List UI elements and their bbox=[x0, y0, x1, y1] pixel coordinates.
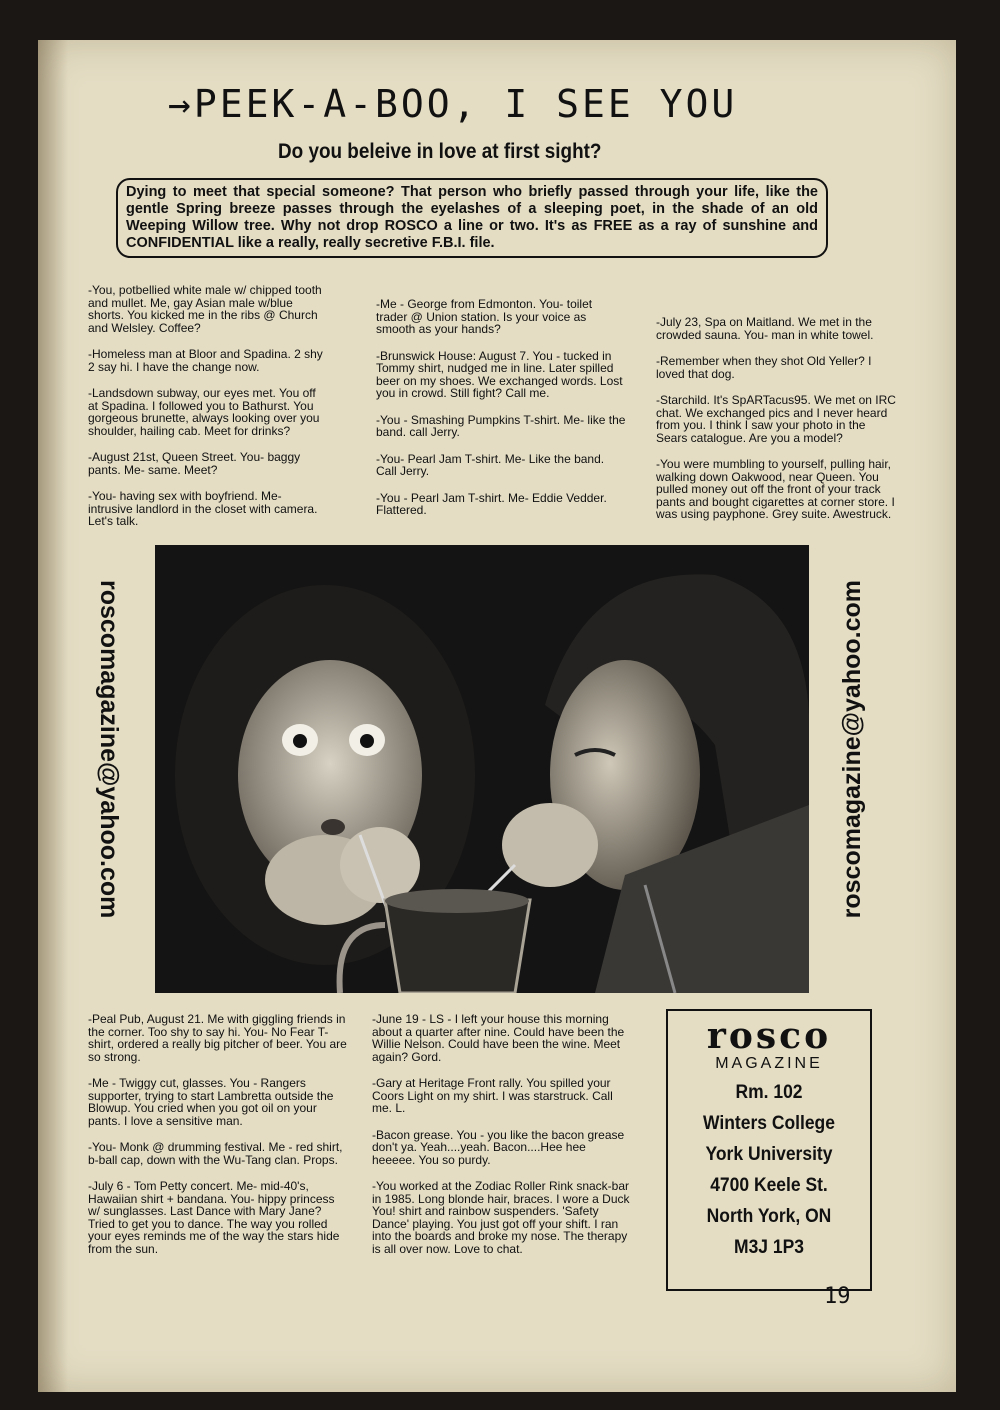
classified-ad: -June 19 - LS - I left your house this morning about a quarter after nine. Could have been the Willie Nelson. Could have been the wine. Meet again? Gord. bbox=[372, 1012, 625, 1064]
page-headline: →PEEK-A-BOO, I SEE YOU bbox=[168, 82, 738, 126]
address-line: Rm. 102 bbox=[735, 1082, 803, 1103]
classified-ad: -Me - George from Edmonton. You- toilet trader @ Union station. Is your voice as smooth as your hands? bbox=[376, 297, 593, 336]
classified-ad: -Starchild. It's SpARTacus95. We met on IRC chat. We exchanged pics and I never heard from you. I think I saw your photo in the Sears catalogue. Are you a model? bbox=[656, 393, 896, 445]
intro-box: Dying to meet that special someone? That person who briefly passed through your life, like the gentle Spring breeze passes through the eyelashes of a sleeping poet, in the shade of an old Weeping Willow tree. Why not drop ROSCO a line or two. It's as FREE as a ray of sunshine and CONFIDENTIAL like a really, really secretive F.B.I. file. bbox=[116, 178, 828, 258]
classified-ad: -You- having sex with boyfriend. Me- intrusive landlord in the closet with camera. Let's talk. bbox=[88, 489, 318, 528]
classified-ad: -July 23, Spa on Maitland. We met in the crowded sauna. You- man in white towel. bbox=[656, 315, 874, 342]
classified-ad: -You, potbellied white male w/ chipped tooth and mullet. Me, gay Asian male w/blue shorts. You kicked me in the ribs @ Church and Welsley. Coffee? bbox=[88, 283, 322, 335]
address-line: M3J 1P3 bbox=[734, 1237, 804, 1258]
address-line: 4700 Keele St. bbox=[710, 1175, 828, 1196]
page-subheadline: Do you beleive in love at first sight? bbox=[278, 140, 602, 163]
email-vertical-left: roscomagazine@yahoo.com bbox=[95, 580, 123, 919]
address-line: Winters College bbox=[703, 1113, 835, 1134]
classifieds-column-2 bbox=[376, 298, 626, 531]
classified-ad: -August 21st, Queen Street. You- baggy pants. Me- same. Meet? bbox=[88, 450, 301, 477]
classified-ad: -You- Monk @ drumming festival. Me - red shirt, b-ball cap, down with the Wu-Tang clan. Props. bbox=[88, 1140, 343, 1167]
magazine-page bbox=[38, 40, 956, 1392]
classifieds-column-3 bbox=[656, 316, 896, 535]
classifieds-column-5 bbox=[372, 1013, 632, 1269]
rosco-logo: rosco bbox=[706, 1015, 832, 1057]
classified-ad: -Brunswick House: August 7. You - tucked in Tommy shirt, nudged me in line. Later spilled beer on my shoes. We exchanged words. Lost you in crowd. Still fight? Call me. bbox=[376, 348, 623, 400]
page-spine-shadow bbox=[38, 40, 68, 1392]
classified-ad: -July 6 - Tom Petty concert. Me- mid-40's, Hawaiian shirt + bandana. You- hippy princess w/ sunglasses. Last Dance with Mary Jane? Tried to get you to dance. The way you rolled your eyes reminds me of the way the stars hide from the sun. bbox=[88, 1179, 340, 1256]
classified-ad: -Peal Pub, August 21. Me with giggling friends in the corner. Too shy to say hi. You- No Fear T-shirt, ordered a really big pitcher of beer. You are so strong. bbox=[88, 1012, 347, 1064]
classified-ad: -You- Pearl Jam T-shirt. Me- Like the band. Call Jerry. bbox=[376, 451, 605, 478]
classified-ad: -You were mumbling to yourself, pulling hair, walking down Oakwood, near Queen. You pulled money out off the front of your track pants and bought cigarettes at corner store. I was using payphone. Grey suite. Awestruck. bbox=[656, 457, 895, 521]
classified-ad: -You worked at the Zodiac Roller Rink snack-bar in 1985. Long blonde hair, braces. I wore a Duck You! shirt and rainbow suspenders. 'Safety Dance' playing. You just got off your shift. I ran into the boards and broke my nose. The therapy is all over now. Love to chat. bbox=[372, 1179, 630, 1256]
classified-ad: -You - Pearl Jam T-shirt. Me- Eddie Vedder. Flattered. bbox=[376, 490, 607, 517]
classified-ad: -Remember when they shot Old Yeller? I loved that dog. bbox=[656, 354, 872, 381]
classified-ad: -You - Smashing Pumpkins T-shirt. Me- like the band. call Jerry. bbox=[376, 412, 626, 439]
address-line: York University bbox=[705, 1144, 833, 1165]
classified-ad: -Gary at Heritage Front rally. You spilled your Coors Light on my shirt. I was starstruck. Call me. L. bbox=[372, 1076, 613, 1115]
magazine-label: MAGAZINE bbox=[715, 1055, 823, 1072]
couple-photo-illustration bbox=[155, 545, 809, 993]
page-number: 19 bbox=[824, 1284, 851, 1309]
couple-photo bbox=[155, 545, 809, 993]
classified-ad: -Me - Twiggy cut, glasses. You - Rangers supporter, trying to start Lambretta outside the Blowup. You cried when you got oil on your pants. I love a sensitive man. bbox=[88, 1076, 334, 1128]
classified-ad: -Landsdown subway, our eyes met. You off at Spadina. I followed you to Bathurst. You gorgeous brunette, always looking over you shoulder, hailing cab. Meet for drinks? bbox=[88, 386, 320, 438]
classified-ad: -Homeless man at Bloor and Spadina. 2 shy 2 say hi. I have the change now. bbox=[88, 347, 323, 374]
email-vertical-right: roscomagazine@yahoo.com bbox=[838, 580, 866, 919]
classifieds-column-1 bbox=[88, 284, 328, 542]
classifieds-column-4 bbox=[88, 1013, 348, 1269]
rosco-address-box bbox=[666, 1009, 872, 1291]
classified-ad: -Bacon grease. You - you like the bacon grease don't ya. Yeah....yeah. Bacon....Hee hee heeeee. You so purdy. bbox=[372, 1127, 625, 1167]
address-line: North York, ON bbox=[706, 1206, 832, 1227]
